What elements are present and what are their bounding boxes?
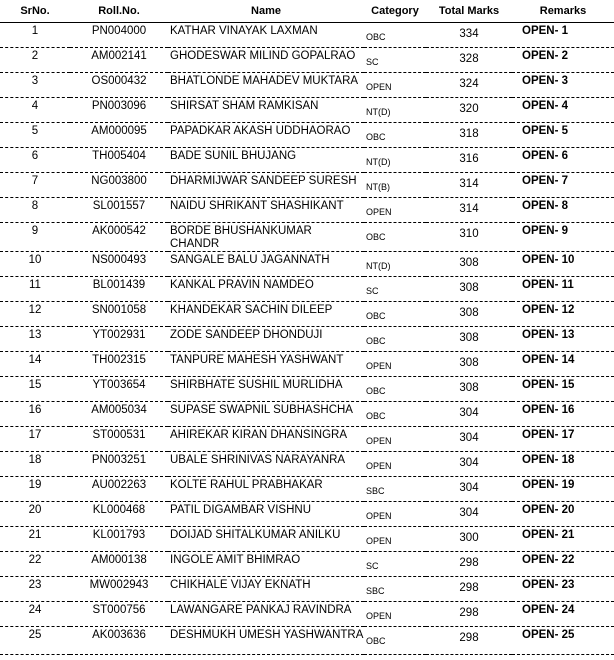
category-cell: OPEN [364,502,426,527]
name-cell: BADE SUNIL BHUJANG [168,148,364,173]
srno-cell: 13 [0,327,70,352]
remarks-cell: OPEN- 14 [512,352,614,377]
srno-cell: 9 [0,223,70,252]
name-cell: NAIDU SHRIKANT SHASHIKANT [168,198,364,223]
srno-cell: 19 [0,477,70,502]
category-cell: NT(B) [364,173,426,198]
rollno-cell: NG003800 [70,173,168,198]
rollno-cell: AM000138 [70,552,168,577]
srno-cell: 17 [0,427,70,452]
name-cell: KOLTE RAHUL PRABHAKAR [168,477,364,502]
srno-cell: 16 [0,402,70,427]
rollno-cell: YT002931 [70,327,168,352]
table-row [0,23,614,48]
name-cell: SHIRSAT SHAM RAMKISAN [168,98,364,123]
name-cell: SHIRBHATE SUSHIL MURLIDHA [168,377,364,402]
name-cell: SANGALE BALU JAGANNATH [168,252,364,277]
category-cell: OBC [364,123,426,148]
remarks-cell: OPEN- 2 [512,48,614,73]
category-cell: OPEN [364,427,426,452]
category-cell: NT(D) [364,252,426,277]
name-cell: SUPASE SWAPNIL SUBHASHCHA [168,402,364,427]
total-marks-cell: 304 [426,502,512,527]
total-marks-cell: 310 [426,223,512,252]
name-cell: BORDE BHUSHANKUMAR CHANDR [168,223,364,252]
table-row [0,377,614,402]
name-cell: KANKAL PRAVIN NAMDEO [168,277,364,302]
name-cell: DOIJAD SHITALKUMAR ANILKU [168,527,364,552]
table-row [0,223,614,252]
category-cell: OBC [364,23,426,48]
srno-cell: 3 [0,73,70,98]
category-cell: NT(D) [364,98,426,123]
srno-cell: 21 [0,527,70,552]
name-cell: LAWANGARE PANKAJ RAVINDRA [168,602,364,627]
name-cell: AHIREKAR KIRAN DHANSINGRA [168,427,364,452]
name-cell: DESHMUKH UMESH YASHWANTRA [168,627,364,655]
rollno-cell: KL000468 [70,502,168,527]
name-cell: ZODE SANDEEP DHONDUJI [168,327,364,352]
table-row [0,148,614,173]
table-row [0,327,614,352]
remarks-cell: OPEN- 1 [512,23,614,48]
remarks-cell: OPEN- 22 [512,552,614,577]
name-cell: CHIKHALE VIJAY EKNATH [168,577,364,602]
rollno-cell: TH005404 [70,148,168,173]
srno-cell: 14 [0,352,70,377]
remarks-cell: OPEN- 20 [512,502,614,527]
total-marks-cell: 308 [426,277,512,302]
srno-cell: 20 [0,502,70,527]
category-cell: OBC [364,302,426,327]
rollno-cell: SL001557 [70,198,168,223]
table-row [0,173,614,198]
category-cell: OBC [364,627,426,655]
rollno-cell: AM005034 [70,402,168,427]
total-marks-cell: 304 [426,452,512,477]
table-row [0,352,614,377]
remarks-cell: OPEN- 25 [512,627,614,655]
table-row [0,477,614,502]
table-row [0,552,614,577]
srno-cell: 15 [0,377,70,402]
header-category: Category [364,0,426,23]
category-cell: SC [364,48,426,73]
total-marks-cell: 298 [426,602,512,627]
total-marks-cell: 328 [426,48,512,73]
remarks-cell: OPEN- 11 [512,277,614,302]
category-cell: OPEN [364,352,426,377]
srno-cell: 18 [0,452,70,477]
header-row [0,0,614,23]
srno-cell: 23 [0,577,70,602]
srno-cell: 25 [0,627,70,655]
total-marks-cell: 320 [426,98,512,123]
rollno-cell: AM000095 [70,123,168,148]
total-marks-cell: 324 [426,73,512,98]
remarks-cell: OPEN- 5 [512,123,614,148]
category-cell: OPEN [364,452,426,477]
category-cell: OBC [364,223,426,252]
rollno-cell: AU002263 [70,477,168,502]
rollno-cell: NS000493 [70,252,168,277]
remarks-cell: OPEN- 7 [512,173,614,198]
total-marks-cell: 308 [426,377,512,402]
table-row [0,98,614,123]
remarks-cell: OPEN- 15 [512,377,614,402]
remarks-cell: OPEN- 19 [512,477,614,502]
header-rollno: Roll.No. [70,0,168,23]
rollno-cell: PN003096 [70,98,168,123]
category-cell: SC [364,552,426,577]
remarks-cell: OPEN- 6 [512,148,614,173]
remarks-cell: OPEN- 16 [512,402,614,427]
name-cell: BHATLONDE MAHADEV MUKTARA [168,73,364,98]
header-remarks: Remarks [512,0,614,23]
total-marks-cell: 298 [426,552,512,577]
total-marks-cell: 316 [426,148,512,173]
rollno-cell: ST000531 [70,427,168,452]
category-cell: SBC [364,477,426,502]
name-cell: TANPURE MAHESH YASHWANT [168,352,364,377]
name-cell: PAPADKAR AKASH UDDHAORAO [168,123,364,148]
rollno-cell: AK003636 [70,627,168,655]
table-row [0,123,614,148]
table-row [0,527,614,552]
table-row [0,302,614,327]
total-marks-cell: 314 [426,198,512,223]
srno-cell: 11 [0,277,70,302]
category-cell: OBC [364,402,426,427]
total-marks-cell: 308 [426,327,512,352]
header-total-marks: Total Marks [426,0,512,23]
srno-cell: 1 [0,23,70,48]
srno-cell: 2 [0,48,70,73]
rollno-cell: PN004000 [70,23,168,48]
category-cell: OPEN [364,73,426,98]
total-marks-cell: 308 [426,352,512,377]
srno-cell: 10 [0,252,70,277]
total-marks-cell: 298 [426,627,512,655]
rollno-cell: PN003251 [70,452,168,477]
total-marks-cell: 304 [426,402,512,427]
total-marks-cell: 318 [426,123,512,148]
category-cell: NT(D) [364,148,426,173]
name-cell: KATHAR VINAYAK LAXMAN [168,23,364,48]
srno-cell: 8 [0,198,70,223]
header-name: Name [168,0,364,23]
name-cell: UBALE SHRINIVAS NARAYANRA [168,452,364,477]
category-cell: OPEN [364,198,426,223]
table-row [0,427,614,452]
category-cell: OPEN [364,527,426,552]
remarks-cell: OPEN- 8 [512,198,614,223]
rollno-cell: AK000542 [70,223,168,252]
remarks-cell: OPEN- 18 [512,452,614,477]
remarks-cell: OPEN- 13 [512,327,614,352]
remarks-cell: OPEN- 12 [512,302,614,327]
rollno-cell: KL001793 [70,527,168,552]
remarks-cell: OPEN- 17 [512,427,614,452]
table-row [0,577,614,602]
rollno-cell: YT003654 [70,377,168,402]
remarks-cell: OPEN- 4 [512,98,614,123]
total-marks-cell: 304 [426,427,512,452]
total-marks-cell: 298 [426,577,512,602]
header-srno: SrNo. [0,0,70,23]
srno-cell: 7 [0,173,70,198]
table-row [0,252,614,277]
srno-cell: 6 [0,148,70,173]
table-row [0,602,614,627]
table-row [0,198,614,223]
name-cell: GHODESWAR MILIND GOPALRAO [168,48,364,73]
total-marks-cell: 308 [426,252,512,277]
total-marks-cell: 300 [426,527,512,552]
remarks-cell: OPEN- 21 [512,527,614,552]
rollno-cell: MW002943 [70,577,168,602]
table-row [0,502,614,527]
remarks-cell: OPEN- 3 [512,73,614,98]
srno-cell: 12 [0,302,70,327]
category-cell: SC [364,277,426,302]
rollno-cell: OS000432 [70,73,168,98]
remarks-cell: OPEN- 24 [512,602,614,627]
table-row [0,48,614,73]
table-row [0,277,614,302]
rollno-cell: AM002141 [70,48,168,73]
total-marks-cell: 304 [426,477,512,502]
category-cell: OBC [364,327,426,352]
total-marks-cell: 334 [426,23,512,48]
rollno-cell: ST000756 [70,602,168,627]
category-cell: OPEN [364,602,426,627]
remarks-cell: OPEN- 9 [512,223,614,252]
rollno-cell: BL001439 [70,277,168,302]
rollno-cell: SN001058 [70,302,168,327]
table-row [0,627,614,655]
table-row [0,452,614,477]
remarks-cell: OPEN- 10 [512,252,614,277]
rollno-cell: TH002315 [70,352,168,377]
total-marks-cell: 308 [426,302,512,327]
remarks-cell: OPEN- 23 [512,577,614,602]
category-cell: SBC [364,577,426,602]
total-marks-cell: 314 [426,173,512,198]
category-cell: OBC [364,377,426,402]
name-cell: INGOLE AMIT BHIMRAO [168,552,364,577]
name-cell: PATIL DIGAMBAR VISHNU [168,502,364,527]
name-cell: KHANDEKAR SACHIN DILEEP [168,302,364,327]
srno-cell: 22 [0,552,70,577]
name-cell: DHARMIJWAR SANDEEP SURESH [168,173,364,198]
srno-cell: 24 [0,602,70,627]
srno-cell: 4 [0,98,70,123]
srno-cell: 5 [0,123,70,148]
table-row [0,402,614,427]
table-row [0,73,614,98]
